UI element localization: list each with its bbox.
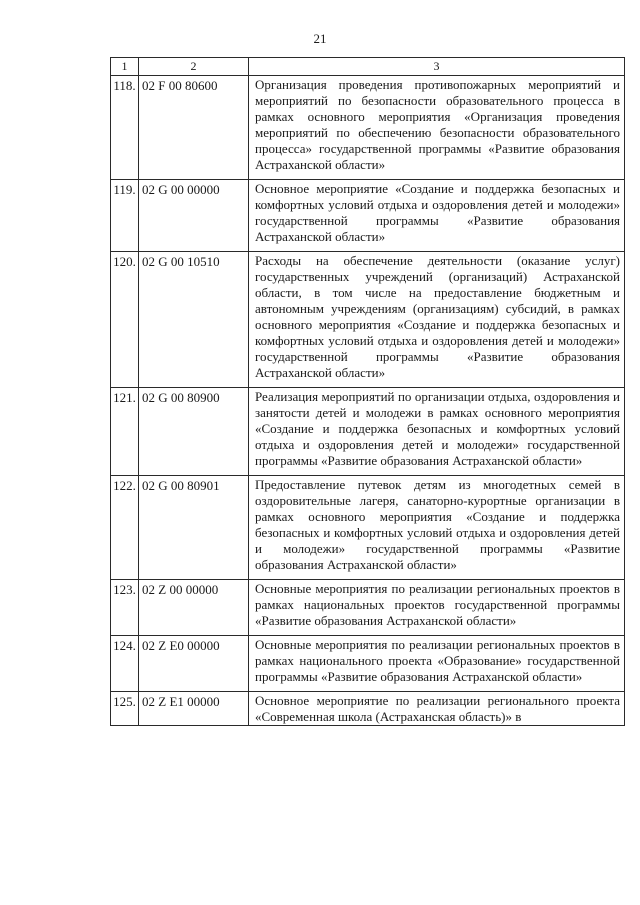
row-number: 124.	[111, 636, 139, 692]
row-number: 118.	[111, 76, 139, 180]
table-header-row	[111, 58, 625, 76]
row-number: 123.	[111, 580, 139, 636]
page-number: 21	[313, 31, 327, 46]
table-row	[111, 180, 625, 252]
row-description: Основное мероприятие по реализации регионального проекта «Современная школа (Астраханская область)» в	[249, 692, 625, 726]
column-header-3: 3	[249, 58, 625, 76]
row-code: 02 Z E1 00000	[139, 692, 249, 726]
document-table	[110, 57, 625, 726]
row-number: 125.	[111, 692, 139, 726]
column-header-1: 1	[111, 58, 139, 76]
row-description: Предоставление путевок детям из многодетных семей в оздоровительные лагеря, санаторно-курортные организации в рамках основного мероприятия «Создание и поддержка безопасных и комфортных условий отдыха и оздоровления детей и молодежи» государственной программы «Развитие образования Астраханской области»	[249, 476, 625, 580]
row-number: 120.	[111, 252, 139, 388]
row-description: Реализация мероприятий по организации отдыха, оздоровления и занятости детей и молодежи в рамках основного мероприятия «Создание и поддержка безопасных и комфортных условий отдыха и оздоровления детей и молодежи» государственной программы «Развитие образования Астраханской области»	[249, 388, 625, 476]
table-row	[111, 76, 625, 180]
row-code: 02 Z 00 00000	[139, 580, 249, 636]
row-description: Основные мероприятия по реализации региональных проектов в рамках национального проекта «Образование» государственной программы «Развитие образования Астраханской области»	[249, 636, 625, 692]
row-code: 02 G 00 80901	[139, 476, 249, 580]
row-description: Организация проведения противопожарных мероприятий и мероприятий по безопасности образовательного процесса в рамках основного мероприятия «Организация проведения мероприятий по обеспечению безопасности образовательного процесса» государственной программы «Развитие образования Астраханской области»	[249, 76, 625, 180]
table-row	[111, 692, 625, 726]
column-header-2: 2	[139, 58, 249, 76]
row-code: 02 Z E0 00000	[139, 636, 249, 692]
row-number: 121.	[111, 388, 139, 476]
row-description: Основное мероприятие «Создание и поддержка безопасных и комфортных условий отдыха и оздоровления детей и молодежи» государственной программы «Развитие образования Астраханской области»	[249, 180, 625, 252]
table-row	[111, 252, 625, 388]
table-row	[111, 580, 625, 636]
table-row	[111, 388, 625, 476]
row-description: Расходы на обеспечение деятельности (оказание услуг) государственных учреждений (организаций) Астраханской области, в том числе на предоставление бюджетным и автономным учреждениям (организациям) субсидий, в рамках основного мероприятия «Создание и поддержка безопасных и комфортных условий отдыха и оздоровления детей и молодежи» государственной программы «Развитие образования Астраханской области»	[249, 252, 625, 388]
row-code: 02 G 00 80900	[139, 388, 249, 476]
row-code: 02 G 00 00000	[139, 180, 249, 252]
row-number: 122.	[111, 476, 139, 580]
row-code: 02 F 00 80600	[139, 76, 249, 180]
table-row	[111, 636, 625, 692]
row-number: 119.	[111, 180, 139, 252]
row-description: Основные мероприятия по реализации региональных проектов в рамках национальных проектов государственной программы «Развитие образования Астраханской области»	[249, 580, 625, 636]
row-code: 02 G 00 10510	[139, 252, 249, 388]
table-row	[111, 476, 625, 580]
